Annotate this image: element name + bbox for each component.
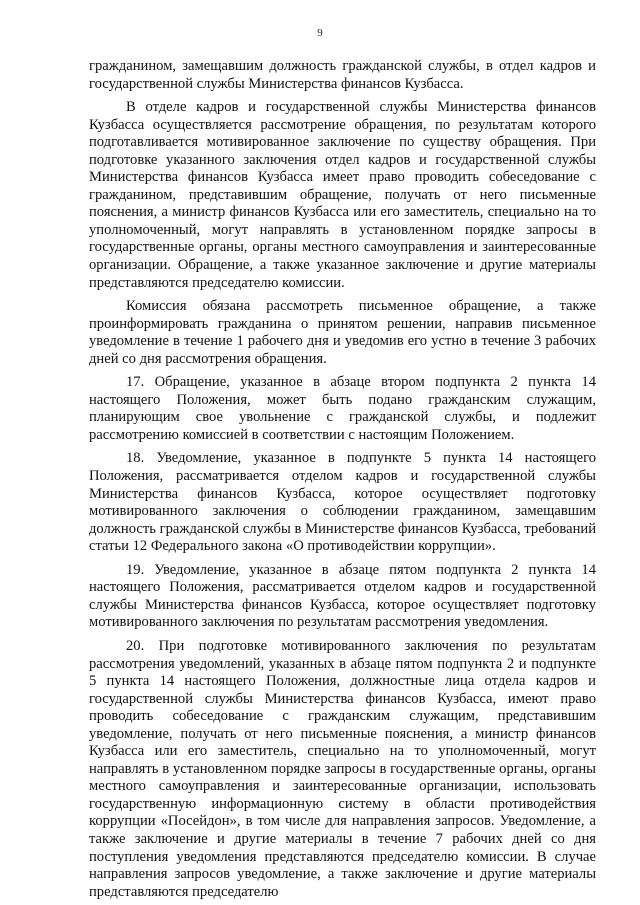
paragraph-item-20: 20. При подготовке мотивированного заключения по результатам рассмотрения уведомлений, указанных в абзаце пятом подпункта 2 и подпункте 5 пункта 14 настоящего Положения, должностные лица отдела кадров и государственной службы Министерства финансов Кузбасса, имеют право проводить собеседование с гражданским служащим, представившим уведомление, получать от него письменные пояснения, а министр финансов Кузбасса или его заместитель, специально на то уполномоченный, могут направлять в установленном порядке запросы в государственные органы, органы местного самоуправления и заинтересованные организации, использовать государственную информационную систему в области противодействия коррупции «Посейдон», в том числе для направления запросов. Уведомление, а также заключение и другие материалы в течение 7 рабочих дней со дня поступления уведомления представляются председателю комиссии. В случае направления запросов уведомление, а также заключение и другие материалы представляются председателю [89,637,596,900]
paragraph-item-17: 17. Обращение, указанное в абзаце втором подпункта 2 пункта 14 настоящего Положения, может быть подано гражданским служащим, планирующим свое увольнение с гражданской службы, и подлежит рассмотрению комиссией в соответствии с настоящим Положением. [89,374,596,443]
paragraph-continuation: гражданином, замещавшим должность гражданской службы, в отдел кадров и государственной службы Министерства финансов Кузбасса. [89,58,596,92]
paragraph-item-18: 18. Уведомление, указанное в подпункте 5 пункта 14 настоящего Положения, рассматривается отделом кадров и государственной службы Министерства финансов Кузбасса, которое осуществляет подготовку мотивированного заключения о соблюдении гражданином, замещавшим должность гражданской службы в Министерстве финансов Кузбасса, требований статьи 12 Федерального закона «О противодействии коррупции». [89,450,596,555]
paragraph-review-procedure: В отделе кадров и государственной службы Министерства финансов Кузбасса осуществляется рассмотрение обращения, по результатам которого подготавливается мотивированное заключение по существу обращения. При подготовке указанного заключения отдел кадров и государственной службы Министерства финансов Кузбасса имеет право проводить собеседование с гражданином, представившим обращение, получать от него письменные пояснения, а министр финансов Кузбасса или его заместитель, специально на то уполномоченный, могут направлять в установленном порядке запросы в государственные органы, органы местного самоуправления и заинтересованные организации. Обращение, а также указанное заключение и другие материалы представляются председателю комиссии. [89,99,596,291]
paragraph-item-19: 19. Уведомление, указанное в абзаце пятом подпункта 2 пункта 14 настоящего Положения, рассматривается отделом кадров и государственной службы Министерства финансов Кузбасса, которое осуществляет подготовку мотивированного заключения по результатам рассмотрения уведомления. [89,561,596,631]
document-body [89,58,596,901]
page-number: 9 [317,27,323,39]
paragraph-commission-obligation: Комиссия обязана рассмотреть письменное обращение, а также проинформировать гражданина о принятом решении, направив письменное уведомление в течение 1 рабочего дня и уведомив его устно в течение 3 рабочих дней со дня рассмотрения обращения. [89,298,596,367]
